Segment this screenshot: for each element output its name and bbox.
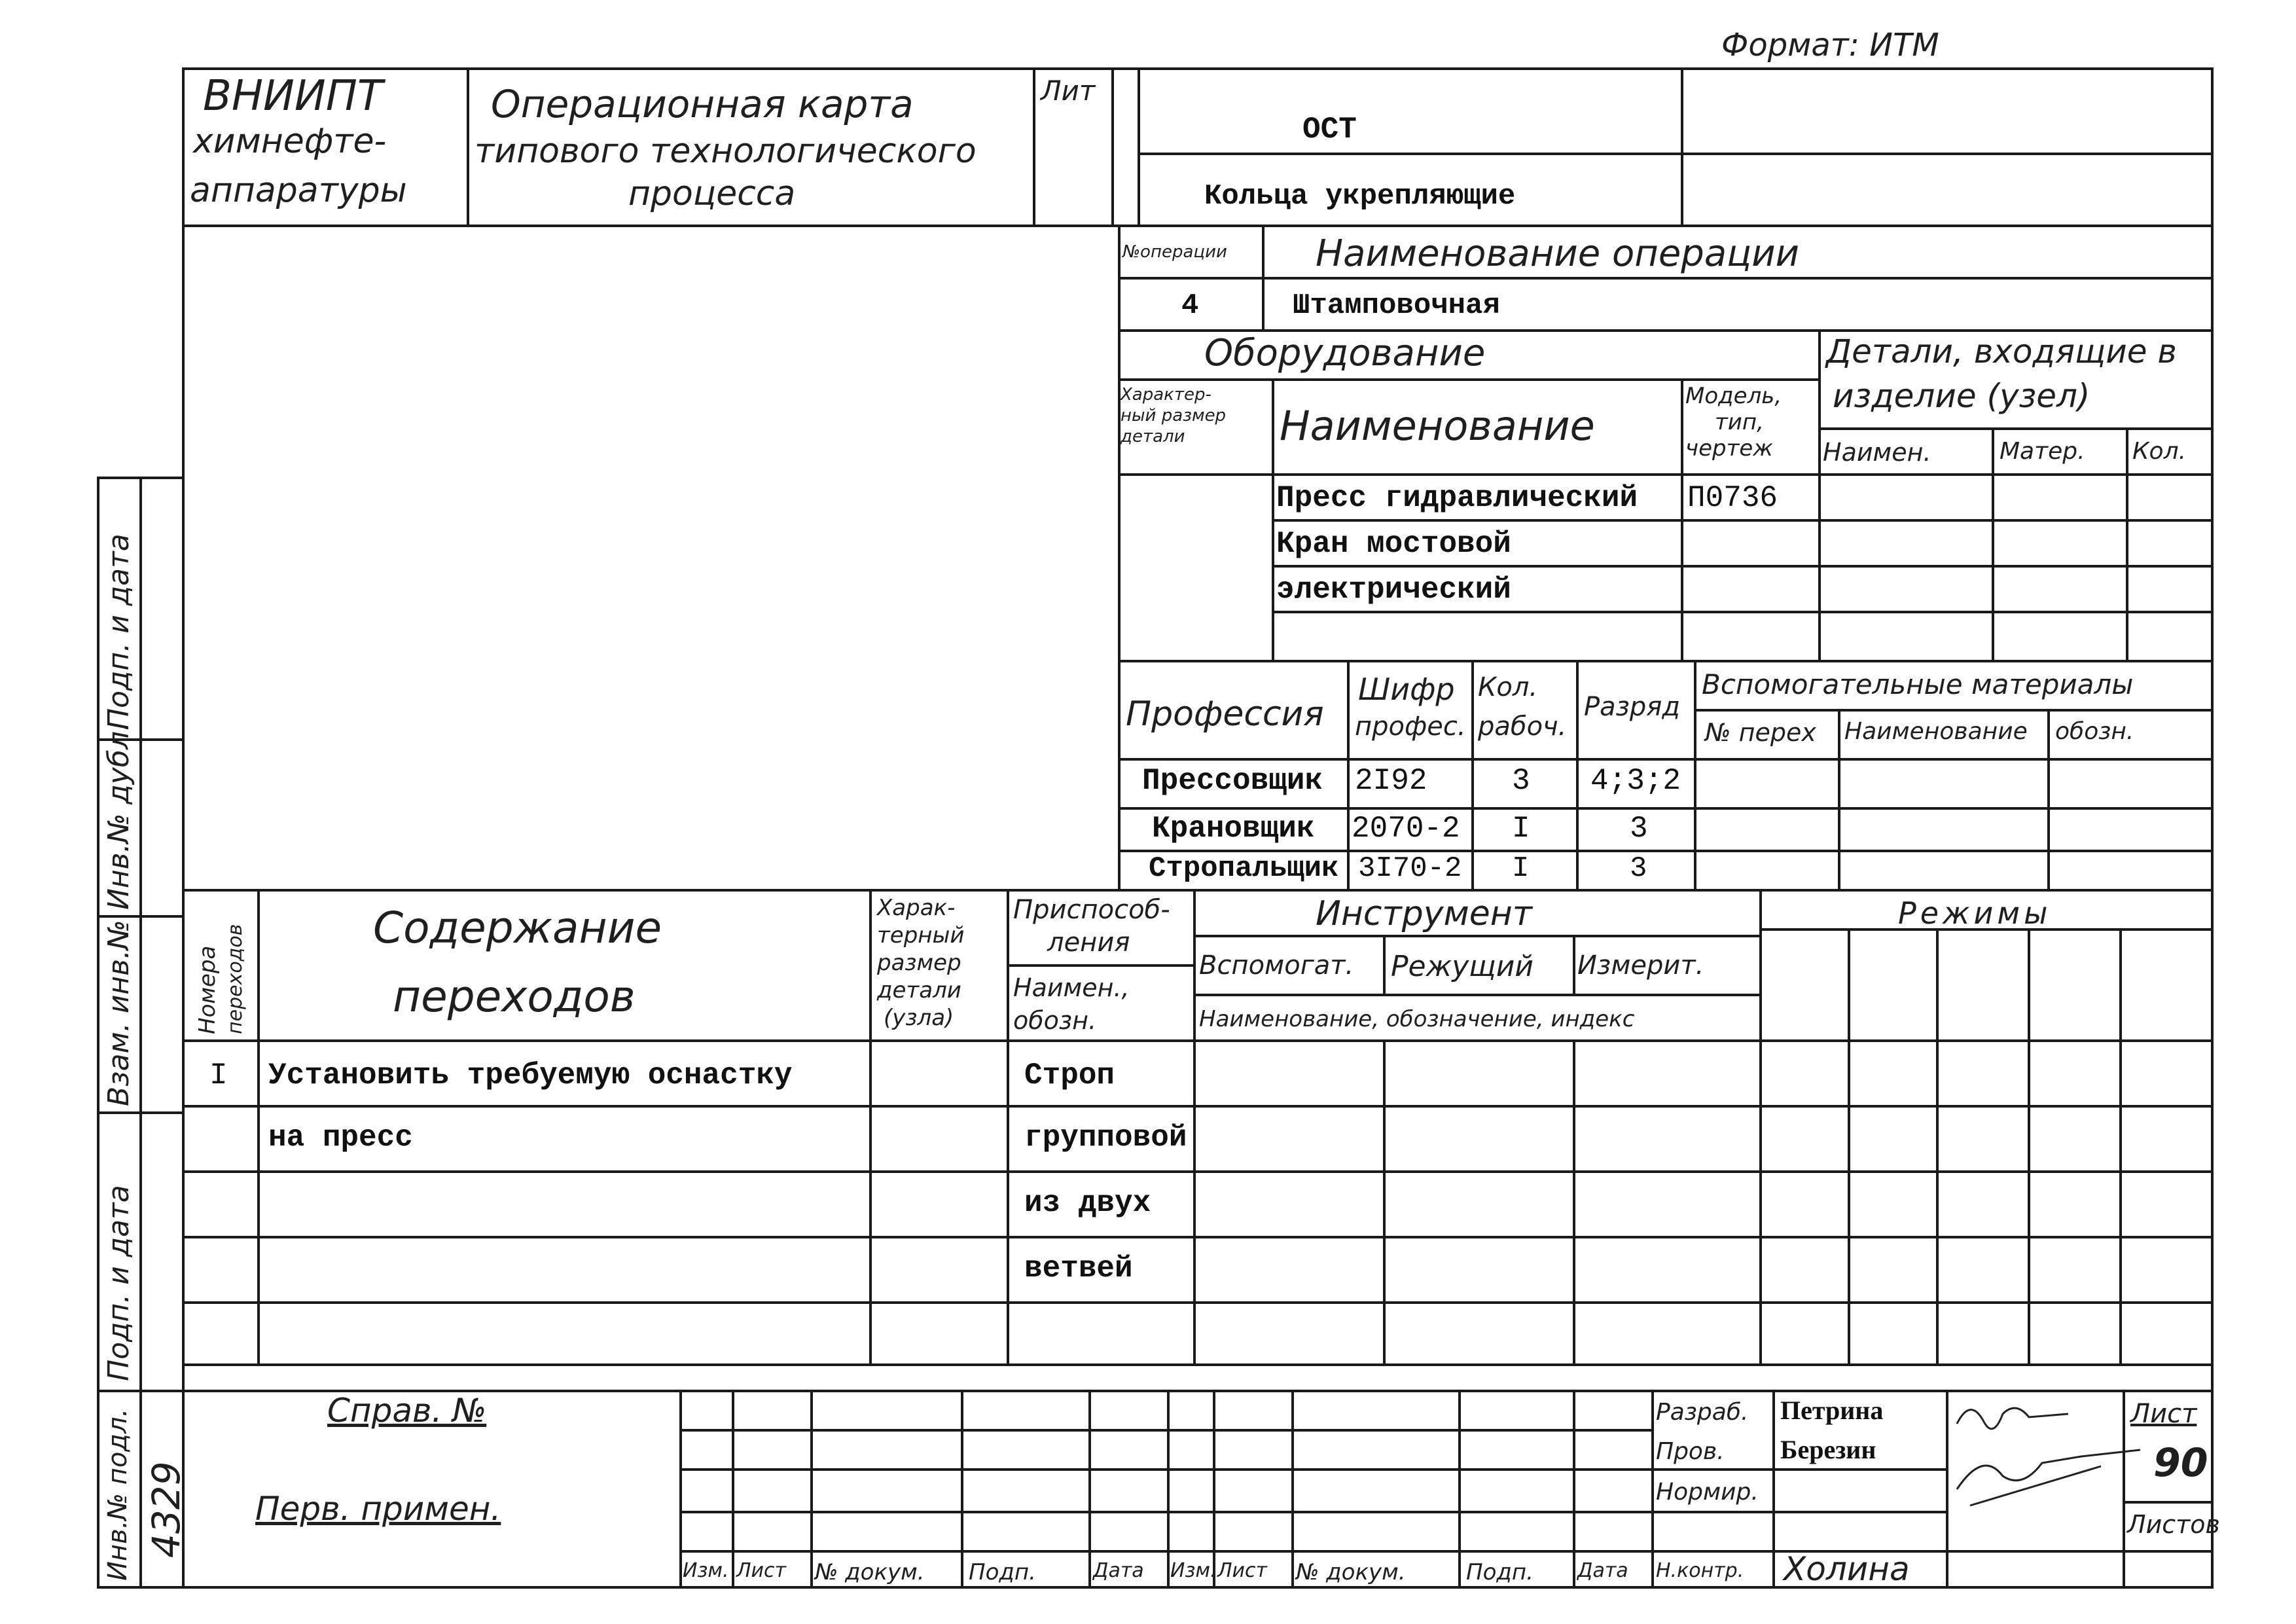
sheet-label: Лист: [2130, 1399, 2197, 1429]
profession-count-2: рабоч.: [1478, 712, 1567, 742]
aux-materials-title: Вспомогательные материалы: [1702, 668, 2134, 700]
doc-title-3: процесса: [628, 174, 796, 213]
standard-label: ОСТ: [1302, 113, 1357, 147]
col-sign: Подп.: [969, 1559, 1036, 1585]
profession-row-count: I: [1512, 812, 1530, 846]
operation-no-label: №операции: [1122, 242, 1227, 262]
fixture-sub-2: обозн.: [1013, 1006, 1097, 1035]
transition-fixture: ветвей: [1024, 1252, 1133, 1286]
content-header-2: переходов: [393, 971, 636, 1022]
name-ncontrol: Холина: [1784, 1550, 1910, 1588]
equipment-char-2: ный размер: [1121, 406, 1227, 425]
profession-grade-header: Разряд: [1584, 692, 1681, 722]
profession-row-grade: 4;3;2: [1590, 764, 1681, 798]
profession-row-grade: 3: [1630, 812, 1648, 846]
format-note: Формат: ИТМ: [1721, 27, 1939, 63]
col-date: Дата: [1093, 1559, 1144, 1582]
org-line-1: ВНИИПТ: [203, 72, 383, 120]
doc-title-1: Операционная карта: [491, 82, 914, 126]
col-doc-2: № докум.: [1296, 1559, 1406, 1585]
fixture-header-1: Приспособ-: [1013, 895, 1170, 925]
fixture-sub-1: Наимен.,: [1013, 973, 1130, 1002]
product-name: Кольца укрепляющие: [1204, 180, 1516, 213]
col-izm-2: Изм.: [1170, 1559, 1217, 1582]
instrument-sub: Наименование, обозначение, индекс: [1199, 1006, 1635, 1032]
modes-title: Режимы: [1898, 895, 2052, 931]
side-label-orig-inv: Инв.№ подл.: [103, 1408, 133, 1581]
aux-col-name: Наименование: [1844, 718, 2028, 745]
instrument-col-aux: Вспомогат.: [1199, 950, 1354, 981]
profession-row-grade: 3: [1630, 852, 1647, 885]
equipment-row-name: Пресс гидравлический: [1276, 481, 1638, 515]
org-line-3: аппаратуры: [190, 171, 407, 210]
name-developer: Петрина: [1780, 1396, 1884, 1425]
profession-row-code: 3I70-2: [1358, 852, 1462, 885]
instrument-col-cutting: Режущий: [1391, 950, 1534, 983]
equipment-char-1: Характер-: [1121, 385, 1211, 405]
name-checker: Березин: [1780, 1435, 1876, 1464]
operation-number: 4: [1181, 289, 1199, 322]
parts-title-2: изделие (узел): [1833, 377, 2090, 415]
transition-fixture: Строп: [1024, 1058, 1115, 1092]
equipment-model-1: Модель,: [1685, 383, 1782, 409]
doc-title-2: типового технологического: [475, 132, 977, 171]
profession-row-name: Прессовщик: [1142, 764, 1323, 798]
sheet-number: 90: [2153, 1440, 2208, 1486]
fixture-header-2: ления: [1047, 928, 1130, 958]
char-header-2: терный: [877, 922, 965, 948]
profession-code-2: профес.: [1355, 712, 1466, 742]
col-doc: № докум.: [815, 1559, 925, 1585]
side-label-sign-date: Подп. и дата: [102, 533, 135, 730]
org-line-2: химнефте-: [193, 122, 387, 161]
sheets-label: Листов: [2127, 1510, 2220, 1539]
sprav-label: Справ. №: [327, 1392, 487, 1430]
parts-title-1: Детали, входящие в: [1826, 333, 2177, 370]
equipment-model-2: тип,: [1715, 409, 1764, 435]
operation-name-label: Наименование операции: [1316, 232, 1800, 275]
transition-fixture: групповой: [1024, 1121, 1187, 1155]
col-list: Лист: [736, 1559, 787, 1582]
profession-row-name: Крановщик: [1152, 812, 1315, 846]
content-header-1: Содержание: [373, 903, 662, 953]
side-label-sign-date-2: Подп. и дата: [102, 1185, 135, 1381]
char-header-3: размер: [877, 950, 961, 976]
profession-header: Профессия: [1126, 695, 1324, 734]
equipment-row-model: П0736: [1687, 481, 1778, 515]
equipment-name-header: Наименование: [1280, 402, 1595, 450]
profession-code-1: Шифр: [1358, 672, 1455, 707]
equipment-model-3: чертеж: [1685, 435, 1773, 461]
instrument-title: Инструмент: [1316, 894, 1533, 933]
profession-row-count: I: [1512, 852, 1530, 885]
inventory-number: 4329: [144, 1461, 188, 1558]
perv-label: Перв. примен.: [255, 1490, 501, 1528]
char-header-4: детали: [877, 977, 961, 1003]
equipment-title: Оборудование: [1204, 332, 1486, 374]
transition-number: I: [209, 1058, 228, 1092]
aux-col-code: обозн.: [2055, 718, 2134, 745]
parts-col-material: Матер.: [2000, 438, 2085, 465]
operation-name: Штамповочная: [1293, 289, 1500, 322]
parts-col-name: Наимен.: [1823, 438, 1931, 467]
profession-count-1: Кол.: [1478, 672, 1538, 702]
transition-fixture: из двух: [1024, 1186, 1151, 1220]
profession-row-name: Стропальщик: [1149, 852, 1339, 885]
equipment-char-3: детали: [1121, 427, 1185, 446]
char-header-5: (узла): [884, 1005, 954, 1031]
profession-row-code: 2070-2: [1352, 812, 1460, 846]
col-date-2: Дата: [1577, 1559, 1628, 1582]
profession-row-count: 3: [1512, 764, 1530, 798]
parts-col-qty: Кол.: [2132, 438, 2187, 465]
char-header-1: Харак-: [877, 895, 956, 921]
transition-content: на пресс: [268, 1121, 413, 1155]
equipment-row-name: Кран мостовой: [1276, 527, 1511, 561]
col-sign-2: Подп.: [1466, 1559, 1534, 1585]
aux-col-num: № перех: [1705, 718, 1816, 747]
transition-num-header-2: переходов: [224, 924, 247, 1034]
signature-marks: [1957, 1408, 2140, 1506]
col-list-2: Лист: [1217, 1559, 1268, 1582]
instrument-col-measuring: Измерит.: [1577, 950, 1704, 981]
lit-label: Лит: [1041, 75, 1096, 107]
transition-content: Установить требуемую оснастку: [268, 1058, 793, 1092]
role-checker: Пров.: [1656, 1438, 1725, 1465]
equipment-row-name: электрический: [1276, 573, 1511, 607]
profession-row-code: 2I92: [1355, 764, 1427, 798]
role-ncontrol: Н.контр.: [1656, 1559, 1744, 1582]
col-izm: Изм.: [683, 1559, 729, 1582]
role-developer: Разраб.: [1656, 1399, 1749, 1426]
role-normcontrol: Нормир.: [1656, 1479, 1759, 1506]
side-label-replace-inv: Взам. инв.№: [102, 920, 135, 1106]
side-label-dup-inv: Инв.№ дубл.: [102, 721, 135, 910]
transition-num-header-1: Номера: [194, 945, 221, 1034]
